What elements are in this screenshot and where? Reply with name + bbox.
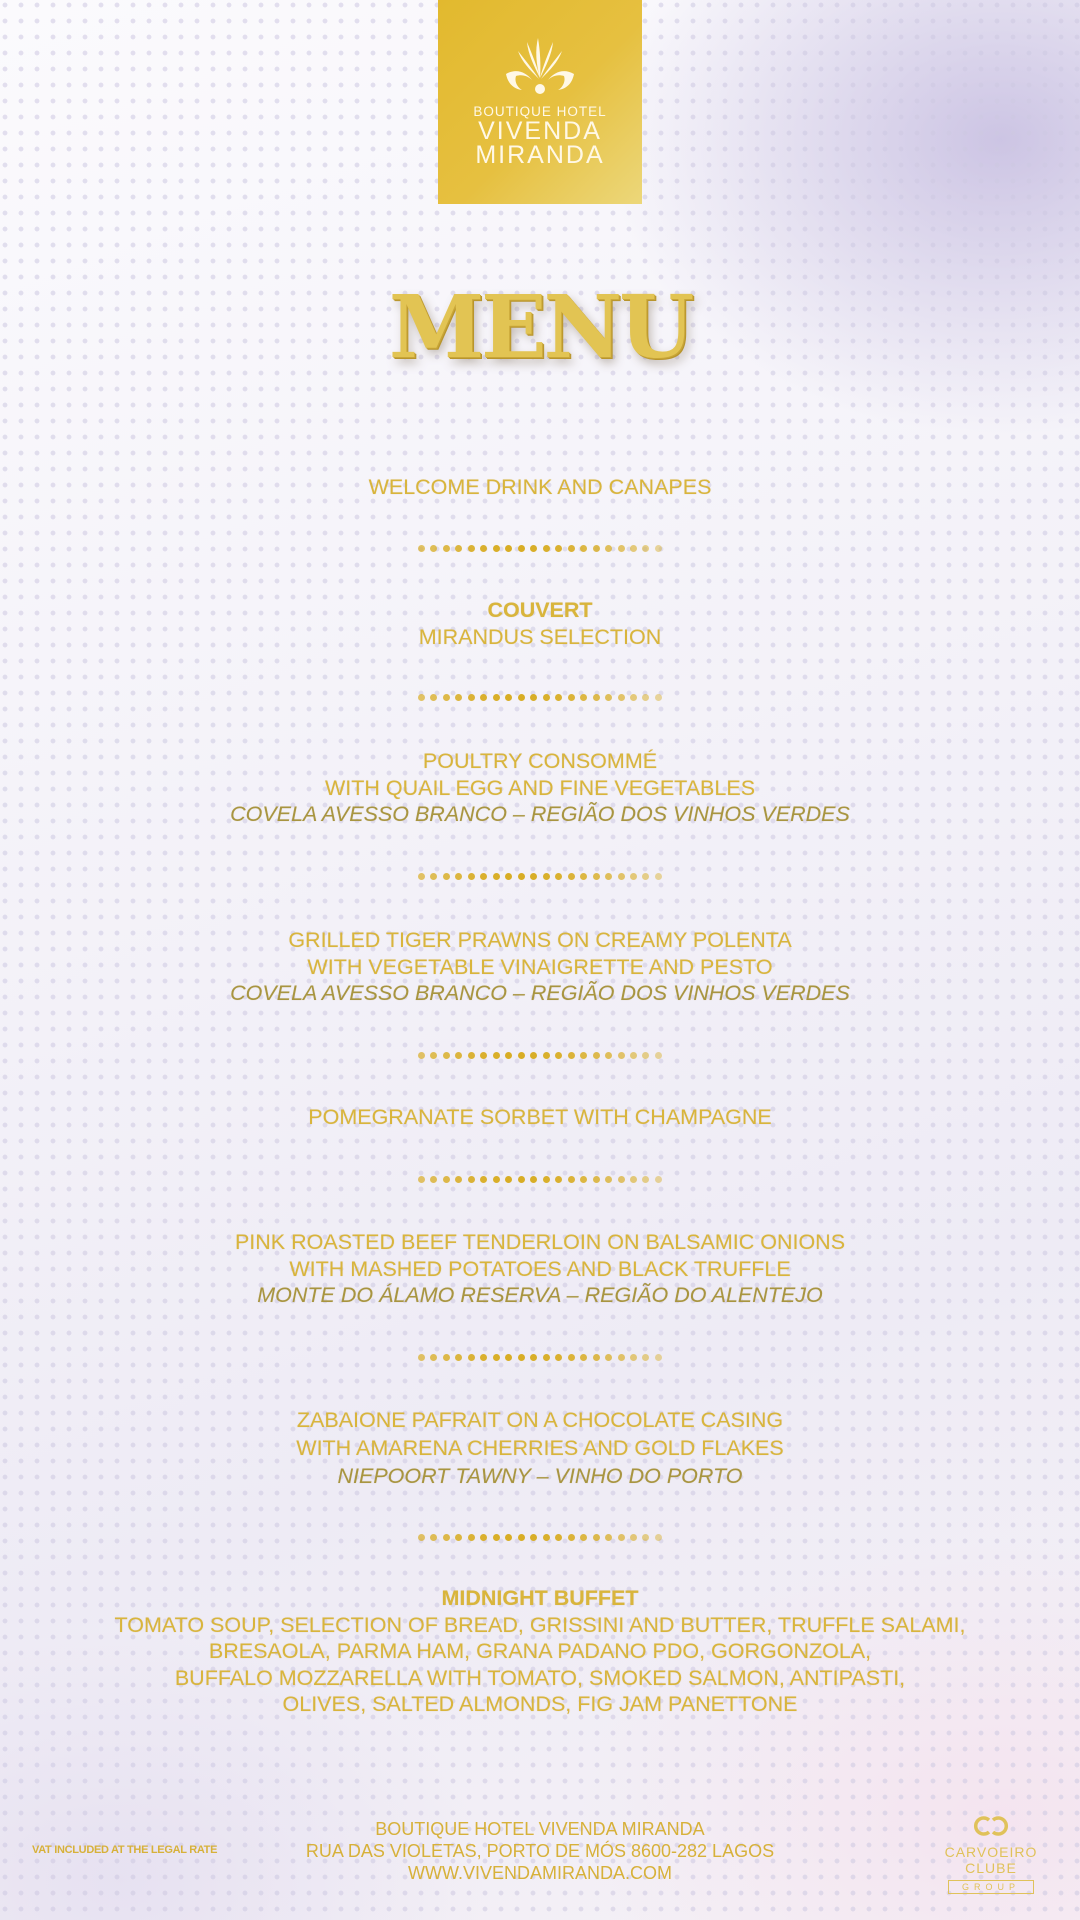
dot: [518, 1534, 525, 1541]
dot: [630, 1534, 637, 1541]
dot: [593, 545, 600, 552]
dot: [418, 1534, 425, 1541]
dot: [642, 1354, 649, 1361]
dot: [618, 1176, 625, 1183]
dot: [418, 1052, 425, 1059]
palm-crest-icon: [502, 34, 578, 98]
dot: [493, 1354, 500, 1361]
dot: [493, 873, 500, 880]
dot: [555, 545, 562, 552]
dot: [618, 1534, 625, 1541]
course-line: WITH AMARENA CHERRIES AND GOLD FLAKES: [296, 1436, 784, 1460]
dot: [480, 545, 487, 552]
dot: [518, 1176, 525, 1183]
dot: [618, 1354, 625, 1361]
course-line: POMEGRANATE SORBET WITH CHAMPAGNE: [308, 1105, 772, 1129]
dot: [530, 1534, 537, 1541]
dot: [418, 545, 425, 552]
dot: [580, 545, 587, 552]
dot: [418, 873, 425, 880]
dot: [455, 694, 462, 701]
dot: [430, 1052, 437, 1059]
dot: [655, 1052, 662, 1059]
dot: [543, 873, 550, 880]
course-line: PINK ROASTED BEEF TENDERLOIN ON BALSAMIC ONIONS: [234, 1230, 846, 1254]
dot: [518, 1052, 525, 1059]
dot: [642, 1176, 649, 1183]
course-heading: COUVERT: [487, 598, 593, 622]
dot: [555, 694, 562, 701]
vat-note: VAT INCLUDED AT THE LEGAL RATE: [32, 1844, 218, 1856]
dot: [493, 1052, 500, 1059]
dot: [530, 1354, 537, 1361]
dot: [642, 1052, 649, 1059]
dot: [605, 1176, 612, 1183]
divider-dots: [418, 1175, 662, 1183]
dot: [468, 1534, 475, 1541]
dot: [430, 545, 437, 552]
course-line: WITH MASHED POTATOES AND BLACK TRUFFLE: [289, 1256, 791, 1281]
course-fish: [0, 927, 1080, 1007]
course-line: BRESAOLA, PARMA HAM, GRANA PADANO PDO, GORGONZOLA,: [208, 1639, 872, 1663]
footer-address: [0, 1818, 1080, 1884]
dot: [443, 1534, 450, 1541]
dot: [618, 694, 625, 701]
dot: [593, 694, 600, 701]
dot: [630, 694, 637, 701]
dot: [655, 694, 662, 701]
dot: [642, 1534, 649, 1541]
dot: [555, 1534, 562, 1541]
dot: [468, 1052, 475, 1059]
dot: [455, 1534, 462, 1541]
dot: [605, 873, 612, 880]
address-line: RUA DAS VIOLETAS, PORTO DE MÓS 8600-282 LAGOS: [305, 1841, 775, 1861]
wine-pairing: MONTE DO ÁLAMO RESERVA – REGIÃO DO ALENTEJO: [257, 1283, 823, 1307]
dot: [580, 1052, 587, 1059]
course-sorbet: [0, 1104, 1080, 1131]
dot: [555, 1176, 562, 1183]
dot: [618, 873, 625, 880]
dot: [543, 1052, 550, 1059]
dot: [455, 873, 462, 880]
hotel-logo: [438, 0, 642, 204]
dot: [630, 1052, 637, 1059]
dot: [568, 1354, 575, 1361]
dot: [593, 1534, 600, 1541]
dot: [430, 1534, 437, 1541]
dot: [555, 1052, 562, 1059]
dot: [593, 1052, 600, 1059]
dot: [493, 1176, 500, 1183]
dot: [455, 545, 462, 552]
dot: [455, 1176, 462, 1183]
course-welcome: [0, 474, 1080, 501]
dot: [443, 694, 450, 701]
dot: [430, 694, 437, 701]
dot: [443, 1354, 450, 1361]
dot: [468, 1354, 475, 1361]
dot: [480, 694, 487, 701]
dot: [568, 873, 575, 880]
dot: [605, 1052, 612, 1059]
course-dessert: [0, 1406, 1080, 1490]
dot: [518, 545, 525, 552]
dot: [480, 1354, 487, 1361]
logo-line-2: VIVENDA: [478, 117, 602, 145]
dot: [580, 873, 587, 880]
course-line: OLIVES, SALTED ALMONDS, FIG JAM PANETTONE: [282, 1692, 798, 1716]
course-line: WITH VEGETABLE VINAIGRETTE AND PESTO: [307, 954, 773, 979]
divider-dots: [418, 872, 662, 880]
dot: [430, 873, 437, 880]
dot: [505, 1052, 512, 1059]
dot: [642, 545, 649, 552]
dot: [505, 545, 512, 552]
website-link[interactable]: WWW.VIVENDAMIRANDA.COM: [408, 1863, 672, 1883]
course-line: ZABAIONE PAFRAIT ON A CHOCOLATE CASING: [296, 1408, 784, 1432]
dot: [480, 1052, 487, 1059]
dot: [468, 545, 475, 552]
dot: [455, 1354, 462, 1361]
dot: [655, 1354, 662, 1361]
dot: [605, 1534, 612, 1541]
carvoeiro-rings-icon: [969, 1815, 1013, 1837]
address-line: BOUTIQUE HOTEL VIVENDA MIRANDA: [375, 1819, 705, 1839]
dot: [630, 545, 637, 552]
dot: [480, 1176, 487, 1183]
course-line: WELCOME DRINK AND CANAPES: [368, 475, 712, 499]
dot: [505, 1354, 512, 1361]
dot: [468, 873, 475, 880]
dot: [443, 1052, 450, 1059]
dot: [543, 694, 550, 701]
course-line: TOMATO SOUP, SELECTION OF BREAD, GRISSINI AND BUTTER, TRUFFLE SALAMI,: [114, 1612, 966, 1637]
course-line: BUFFALO MOZZARELLA WITH TOMATO, SMOKED SALMON, ANTIPASTI,: [174, 1665, 906, 1690]
dot: [493, 694, 500, 701]
dot: [580, 1176, 587, 1183]
course-couvert: [0, 597, 1080, 650]
wine-pairing: NIEPOORT TAWNY – VINHO DO PORTO: [337, 1464, 743, 1488]
dot: [493, 1534, 500, 1541]
logo-line-3: MIRANDA: [475, 141, 605, 169]
divider-dots: [418, 693, 662, 701]
dot: [630, 1354, 637, 1361]
dot: [568, 1052, 575, 1059]
dot: [655, 873, 662, 880]
dot: [605, 545, 612, 552]
dot: [568, 1534, 575, 1541]
dot: [518, 694, 525, 701]
page-title: MENU: [388, 277, 692, 378]
dot: [618, 545, 625, 552]
divider-dots: [418, 1353, 662, 1361]
dot: [480, 873, 487, 880]
dot: [455, 1052, 462, 1059]
dot: [642, 873, 649, 880]
dot: [655, 1176, 662, 1183]
group-sub: GROUP: [948, 1880, 1034, 1894]
dot: [430, 1354, 437, 1361]
dot: [630, 1176, 637, 1183]
dot: [568, 694, 575, 701]
group-logo: [930, 1815, 1052, 1894]
divider-dots: [418, 544, 662, 552]
dot: [642, 694, 649, 701]
dot: [480, 1534, 487, 1541]
dot: [630, 873, 637, 880]
dot: [543, 545, 550, 552]
dot: [468, 694, 475, 701]
divider-dots: [418, 1533, 662, 1541]
course-line: GRILLED TIGER PRAWNS ON CREAMY POLENTA: [288, 928, 792, 952]
dot: [505, 873, 512, 880]
dot: [568, 1176, 575, 1183]
dot: [568, 545, 575, 552]
dot: [530, 694, 537, 701]
dot: [530, 873, 537, 880]
dot: [605, 1354, 612, 1361]
course-meat: [0, 1229, 1080, 1309]
course-line: MIRANDUS SELECTION: [418, 624, 662, 649]
course-line: POULTRY CONSOMMÉ: [422, 749, 658, 773]
dot: [543, 1534, 550, 1541]
course-buffet: [0, 1585, 1080, 1718]
dot: [443, 873, 450, 880]
dot: [593, 1354, 600, 1361]
divider-dots: [418, 1051, 662, 1059]
dot: [543, 1176, 550, 1183]
dot: [443, 545, 450, 552]
dot: [518, 873, 525, 880]
dot: [493, 545, 500, 552]
dot: [505, 1176, 512, 1183]
dot: [580, 1534, 587, 1541]
dot: [555, 873, 562, 880]
dot: [468, 1176, 475, 1183]
dot: [593, 1176, 600, 1183]
dot: [530, 545, 537, 552]
dot: [430, 1176, 437, 1183]
dot: [543, 1354, 550, 1361]
course-line: WITH QUAIL EGG AND FINE VEGETABLES: [324, 775, 756, 800]
course-soup: [0, 748, 1080, 828]
dot: [655, 545, 662, 552]
dot: [443, 1176, 450, 1183]
dot: [418, 1176, 425, 1183]
course-heading: MIDNIGHT BUFFET: [441, 1586, 639, 1610]
dot: [518, 1354, 525, 1361]
logo-line-1: BOUTIQUE HOTEL: [473, 104, 607, 119]
dot: [580, 694, 587, 701]
dot: [580, 1354, 587, 1361]
dot: [593, 873, 600, 880]
dot: [605, 694, 612, 701]
group-name: CARVOEIRO CLUBE: [944, 1844, 1038, 1876]
dot: [530, 1176, 537, 1183]
wine-pairing: COVELA AVESSO BRANCO – REGIÃO DOS VINHOS VERDES: [230, 981, 850, 1005]
dot: [418, 694, 425, 701]
dot: [618, 1052, 625, 1059]
dot: [418, 1354, 425, 1361]
dot: [655, 1534, 662, 1541]
dot: [555, 1354, 562, 1361]
dot: [530, 1052, 537, 1059]
wine-pairing: COVELA AVESSO BRANCO – REGIÃO DOS VINHOS VERDES: [230, 802, 850, 826]
dot: [505, 694, 512, 701]
dot: [505, 1534, 512, 1541]
